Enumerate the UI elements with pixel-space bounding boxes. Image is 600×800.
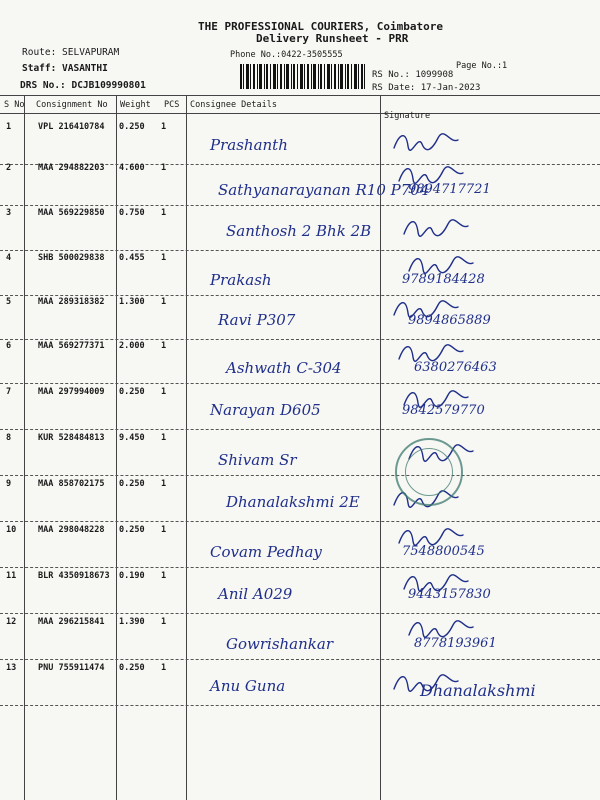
row-phone-handwriting: 9789184428 [402,272,485,287]
row-consignment-no: MAA 569229850 [38,208,105,218]
row-divider [0,383,600,384]
row-divider [0,705,600,706]
row-divider [0,295,600,296]
signature-scribble-icon [392,130,462,154]
row-pcs: 1 [161,297,167,307]
row-divider [0,521,600,522]
row-divider [0,567,600,568]
signature-scribble-icon [402,216,472,240]
table-row [0,163,600,207]
row-weight: 0.250 [119,122,145,132]
row-sno: 5 [6,297,12,307]
row-consignee-handwriting: Dhanalakshmi 2E [226,493,360,511]
row-divider [0,613,600,614]
table-row [0,617,600,661]
row-consignment-no: MAA 858702175 [38,479,105,489]
drs-number: DRS No.: DCJB109990801 [20,80,146,91]
row-consignee-handwriting: Anu Guna [210,677,286,695]
row-pcs: 1 [161,525,167,535]
row-divider [0,659,600,660]
route-label: Route: SELVAPURAM [22,47,120,58]
signature-scribble-icon [397,163,467,187]
col-header-signature: Signature [384,111,431,121]
signature-scribble-icon [407,253,477,277]
row-consignee-handwriting: Prashanth [210,136,288,154]
signature-scribble-icon [397,341,467,365]
row-weight: 4.600 [119,163,145,173]
row-pcs: 1 [161,663,167,673]
delivery-stamp [395,438,463,506]
row-consignment-no: MAA 296215841 [38,617,105,627]
row-consignee-handwriting: Gowrishankar [226,635,333,653]
table-row [0,341,600,385]
row-weight: 0.250 [119,663,145,673]
col-header-pcs: PCS [164,100,180,110]
row-phone-handwriting: 9443157830 [408,587,491,602]
signature-scribble-icon [397,525,467,549]
row-sno: 13 [6,663,17,673]
row-pcs: 1 [161,571,167,581]
row-weight: 1.390 [119,617,145,627]
row-pcs: 1 [161,341,167,351]
row-sno: 4 [6,253,12,263]
row-phone-handwriting: 9894717721 [408,182,491,197]
table-row [0,479,600,523]
row-consignment-no: VPL 216410784 [38,122,105,132]
signature-scribble-icon [402,571,472,595]
row-phone-handwriting: 9894865889 [408,313,491,328]
row-consignee-handwriting: Ravi P307 [218,311,296,329]
row-consignee-handwriting: Sathyanarayanan R10 P704 [218,181,430,199]
row-pcs: 1 [161,479,167,489]
row-phone-handwriting: 6380276463 [414,360,497,375]
signature-scribble-icon [402,387,472,411]
row-consignment-no: PNU 755911474 [38,663,105,673]
sheet-subtitle: Delivery Runsheet - PRR [256,32,409,45]
table-row [0,253,600,297]
row-sno: 10 [6,525,17,535]
row-sno: 8 [6,433,12,443]
row-sno: 6 [6,341,12,351]
row-sno: 3 [6,208,12,218]
row-pcs: 1 [161,208,167,218]
row-weight: 0.455 [119,253,145,263]
row-weight: 1.300 [119,297,145,307]
signature-scribble-icon [407,617,477,641]
row-signature-text: Dhanalakshmi [420,681,536,700]
row-consignment-no: KUR 528484813 [38,433,105,443]
table-row [0,208,600,252]
row-weight: 0.190 [119,571,145,581]
row-consignment-no: MAA 289318382 [38,297,105,307]
row-phone-handwriting: 8778193961 [414,636,497,651]
table-row [0,387,600,431]
table-row [0,525,600,569]
table-row [0,297,600,341]
runsheet-table [0,95,600,800]
row-weight: 0.250 [119,525,145,535]
row-sno: 1 [6,122,12,132]
row-consignee-handwriting: Ashwath C-304 [226,359,342,377]
row-divider [0,250,600,251]
row-sno: 11 [6,571,17,581]
table-row [0,433,600,477]
row-pcs: 1 [161,163,167,173]
barcode-icon [240,64,365,89]
row-consignee-handwriting: Shivam Sr [218,451,297,469]
row-consignee-handwriting: Anil A029 [218,585,293,603]
col-header-consignee: Consignee Details [190,100,277,110]
staff-label: Staff: VASANTHI [22,63,108,74]
row-phone-handwriting: 9842579770 [402,403,485,418]
col-header-weight: Weight [120,100,151,110]
row-phone-handwriting: 7548800545 [402,544,485,559]
page-number: Page No.:1 [456,61,508,71]
row-consignee-handwriting: Narayan D605 [210,401,321,419]
row-consignee-handwriting: Covam Pedhay [210,543,322,561]
row-pcs: 1 [161,387,167,397]
row-sno: 12 [6,617,17,627]
row-weight: 2.000 [119,341,145,351]
phone-number: Phone No.:0422-3505555 [230,50,343,60]
row-divider [0,429,600,430]
table-row [0,571,600,615]
col-header-consignment: Consignment No [36,100,108,110]
row-pcs: 1 [161,253,167,263]
row-consignment-no: MAA 298048228 [38,525,105,535]
rs-date: RS Date: 17-Jan-2023 [372,83,481,93]
table-row [0,122,600,166]
row-weight: 0.750 [119,208,145,218]
row-consignee-handwriting: Santhosh 2 Bhk 2B [226,222,372,240]
row-pcs: 1 [161,122,167,132]
signature-scribble-icon [392,671,462,695]
col-header-sno: S No [4,100,25,110]
signature-scribble-icon [392,297,462,321]
row-weight: 0.250 [119,479,145,489]
rs-number: RS No.: 1099908 [372,70,454,80]
row-consignment-no: SHB 500029838 [38,253,105,263]
row-divider [0,475,600,476]
row-weight: 0.250 [119,387,145,397]
row-divider [0,205,600,206]
row-consignment-no: MAA 569277371 [38,341,105,351]
row-consignee-handwriting: Prakash [210,271,272,289]
row-consignment-no: MAA 294882203 [38,163,105,173]
row-pcs: 1 [161,617,167,627]
row-weight: 9.450 [119,433,145,443]
row-sno: 9 [6,479,12,489]
table-row [0,663,600,707]
row-pcs: 1 [161,433,167,443]
row-sno: 2 [6,163,12,173]
row-consignment-no: MAA 297994009 [38,387,105,397]
row-sno: 7 [6,387,12,397]
company-title: THE PROFESSIONAL COURIERS, Coimbatore [198,20,444,33]
row-divider [0,339,600,340]
row-consignment-no: BLR 4350918673 [38,571,110,581]
